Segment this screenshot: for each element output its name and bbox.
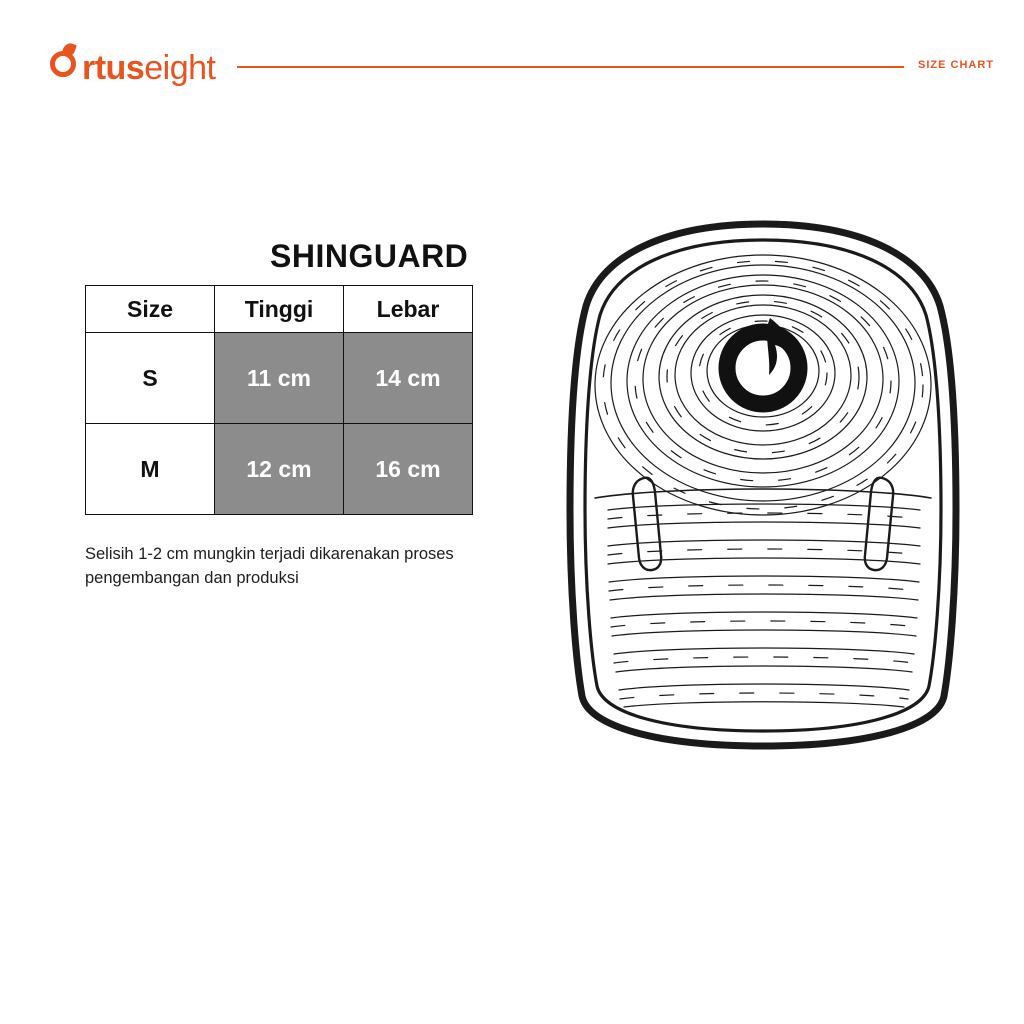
cell-size-s: S	[86, 333, 215, 424]
page-header	[50, 40, 994, 90]
flame-o-icon	[50, 45, 80, 79]
cell-tinggi-s: 11 cm	[215, 333, 344, 424]
column-header-size: Size	[86, 286, 215, 333]
shinguard-illustration	[548, 210, 978, 790]
size-chart-panel	[85, 238, 485, 607]
brand-name-primary: rtus	[82, 49, 145, 87]
brand-logo	[50, 45, 215, 85]
header-label: SIZE CHART	[918, 59, 994, 71]
table-header-row	[86, 286, 473, 333]
cell-lebar-m: 16 cm	[344, 424, 473, 515]
column-header-tinggi: Tinggi	[215, 286, 344, 333]
cell-lebar-s: 14 cm	[344, 333, 473, 424]
flame-o-emblem	[727, 318, 799, 404]
header-divider	[237, 66, 904, 68]
cell-size-m: M	[86, 424, 215, 515]
cell-tinggi-m: 12 cm	[215, 424, 344, 515]
brand-name-secondary: eight	[144, 49, 216, 87]
column-header-lebar: Lebar	[344, 286, 473, 333]
size-table	[85, 285, 473, 515]
measurement-note: Selisih 1-2 cm mungkin terjadi dikarenakan proses pengembangan dan produksi	[85, 545, 454, 587]
table-row	[86, 333, 473, 424]
table-row	[86, 424, 473, 515]
page-title: SHINGUARD	[270, 238, 469, 274]
